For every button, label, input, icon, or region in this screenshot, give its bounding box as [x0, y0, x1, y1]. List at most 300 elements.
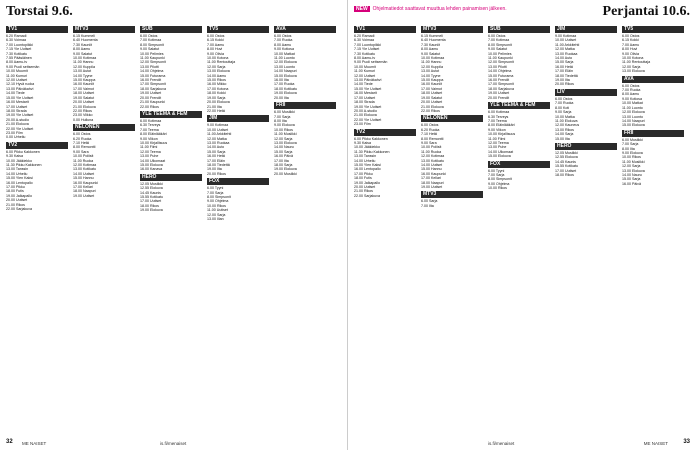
- program-listing: 17.00 Uutiset: [555, 168, 577, 173]
- program-listing: 14.00 Tiede: [354, 82, 373, 87]
- program-listing: 9.00 Sara: [421, 140, 437, 145]
- program-listing: 19.00 Ilta: [207, 167, 222, 172]
- program-listing: 15.00 Ylen Kaksi: [354, 162, 381, 167]
- channel-header: SUB: [488, 26, 550, 33]
- program-listing: 14.00 Ohjelma: [488, 69, 512, 74]
- channel-header: MTV3: [421, 26, 483, 33]
- program-listing: 18.00 Futis: [6, 189, 24, 194]
- program-listing: 23.00 Viikko: [73, 113, 93, 118]
- program-listing: 13.00 Kotikatu: [421, 158, 444, 163]
- program-listing: 9.00 Sarja: [555, 110, 572, 115]
- program-listing: 14.00 Ulkomaat: [140, 158, 166, 163]
- program-listing: 15.00 Sarja: [274, 149, 293, 154]
- program-listing: 21.00 Elokuva: [6, 122, 29, 127]
- program-listing: 6.00 Ostos: [555, 96, 573, 101]
- program-listing: 20.00 Uutiset: [6, 198, 28, 203]
- channel-header: LIV: [555, 89, 617, 96]
- program-listing: 8.00 Aamu: [421, 47, 439, 52]
- program-listing: 8.00 Aamu: [73, 47, 91, 52]
- program-listing: 16.00 Kaupunki: [73, 180, 98, 185]
- program-listing: 18.00 Kotikatu: [274, 86, 297, 91]
- program-listing: 9.00 Salatut: [488, 47, 508, 52]
- program-listing: 6.40 Huomenta: [421, 38, 446, 43]
- channel-header: YLE TEEMA & FEM: [140, 111, 202, 118]
- program-listing: 20.00 Uutiset: [421, 100, 443, 105]
- program-listing: 12.00 Elokuva: [274, 60, 297, 65]
- program-listing: 15.00 Kauppa: [73, 78, 96, 83]
- program-listing: 16.00 Frendit: [140, 78, 162, 83]
- program-listing: 12.00 Sarja: [274, 136, 293, 141]
- program-listing: 11.00 Elokuva: [555, 118, 578, 123]
- program-listing: 9.00 Kotimaa: [555, 34, 577, 38]
- program-listing: 6.15 Kokki: [207, 38, 224, 43]
- program-listing: 8.00 Aamu: [622, 92, 640, 97]
- program-listing: 15.55 Kotikatu: [140, 195, 163, 199]
- program-listing: 6.00 Pikku Kakkonen: [354, 136, 388, 141]
- program-listing: 15.00 Sarja: [622, 177, 641, 182]
- program-listing: 6.00 Ostos: [274, 34, 292, 38]
- program-listing: 10.00 Jääkiekko: [354, 145, 380, 150]
- program-listing: 19.00 Sarja: [207, 95, 226, 100]
- program-listing: 14.00 Uutiset: [421, 162, 443, 167]
- footer-magazine: ME NAISET: [22, 441, 47, 446]
- program-listing: 11.00 Ruoka: [421, 149, 442, 154]
- program-listing: 18.00 Kokki: [207, 91, 226, 96]
- program-listing: 15.00 Ilta: [555, 136, 570, 141]
- program-listing: 18.00 Sarjakuva: [140, 86, 166, 91]
- program-listing: 19.00 Jalkapallo: [6, 193, 32, 198]
- program-listing: 13.00 Tanssin: [6, 167, 29, 172]
- left-header: [6, 4, 342, 22]
- program-listing: 6.00 Ostos: [207, 34, 225, 38]
- program-listing: 16.00 Kaupunki: [421, 171, 446, 176]
- program-listing: 19.00 Jalkapallo: [354, 180, 380, 185]
- program-listing: 7.00 Kotimaa: [488, 38, 510, 43]
- program-listing: 7.00 Luontopiikki: [354, 42, 381, 47]
- program-listing: 12.00 Uutiset: [354, 73, 376, 78]
- program-listing: 10.00 Kotimaa: [73, 56, 97, 61]
- program-listing: 12.05 Musiikki: [140, 181, 163, 186]
- program-listing: 13.00 Illan: [207, 217, 224, 222]
- notice-text: Ohjelmatiedot saattavat muuttua lehden painamisen jälkeen.: [372, 6, 507, 12]
- program-listing: 7.00 Aamu: [207, 42, 225, 47]
- program-listing: 10.00 Kirjallisuus: [140, 140, 168, 145]
- program-listing: 10.00 Kotimaa: [421, 56, 445, 61]
- program-listing: 15.00 Hannu: [73, 176, 94, 181]
- program-listing: 6.15 Kummeli: [421, 34, 443, 38]
- program-listing: 11.00 Kumuri: [354, 69, 376, 74]
- program-listing: 7.00 Ruoka: [274, 38, 293, 43]
- program-listing: 16.00 Lentopallo: [6, 180, 33, 185]
- program-listing: 9.00 Viikon: [488, 127, 506, 132]
- program-listing: 18.00 Rikos: [555, 172, 574, 177]
- program-listing: 6.30 Voimaa: [354, 38, 374, 43]
- program-listing: 7.00 Ruoka: [555, 101, 574, 106]
- program-listing: 16.00 Lentopallo: [354, 167, 381, 172]
- program-listing: 11.00 Ruoka: [73, 158, 94, 163]
- program-listing: 12.00 Teema: [140, 149, 161, 154]
- program-listing: 6.00 Ostos: [622, 83, 640, 88]
- program-listing: 20.00 Rikos: [555, 82, 574, 87]
- channel-header: TV2: [354, 129, 416, 136]
- program-listing: 11.00 Filmi: [488, 136, 506, 141]
- program-listing: 18.00 Sarja: [274, 162, 293, 167]
- program-listing: 12.00 Kauneus: [555, 123, 580, 128]
- program-listing: 19.00 Salatut: [73, 95, 95, 100]
- program-listing: 19.00 Yle Uutiset: [6, 113, 34, 118]
- listing-column: [274, 24, 336, 434]
- program-listing: 17.00 Uutiset: [6, 104, 28, 109]
- program-listing: 10.00 Pelimies: [488, 51, 512, 56]
- program-listing: 9.00 Puoli seitsemän: [6, 64, 40, 69]
- program-listing: 18.00 Strada: [6, 108, 27, 113]
- program-listing: 23.00 Film: [354, 122, 371, 127]
- program-listing: 9.00 Salatut: [421, 51, 441, 56]
- program-listing: 8.00 Remontti: [73, 145, 96, 150]
- program-listing: 14.45 Kaunis: [140, 190, 161, 195]
- program-listing: 22.00 Yle Uutiset: [6, 126, 34, 131]
- program-listing: 22.00 Rikos: [421, 108, 440, 113]
- program-listing: 15.00 Hannu: [421, 167, 442, 172]
- program-listing: 18.00 Tiedettä: [207, 162, 230, 167]
- program-listing: 12.55 Elokuva: [140, 186, 163, 191]
- program-listing: 8.00 Ilta: [622, 146, 635, 151]
- program-listing: 20.00 Ilta: [274, 95, 289, 100]
- program-listing: 13.00 Pilotti: [488, 64, 507, 69]
- channel-header: HERO: [555, 143, 617, 150]
- program-listing: 7.10 Hetki: [73, 140, 90, 145]
- program-listing: 13.00 Elokuva: [274, 140, 297, 145]
- program-listing: 8.00 Eläinlääkäri: [140, 132, 167, 137]
- program-listing: 12.00 Simpsonit: [140, 60, 166, 65]
- channel-header: AVA: [274, 26, 336, 33]
- listing-column: [622, 24, 684, 434]
- program-listing: 13.00 Päiväkahvi: [6, 86, 34, 91]
- program-listing: 20.00 Frendit: [140, 95, 162, 100]
- program-listing: 14.00 Tyyne: [421, 73, 441, 78]
- footer-magazine: ME NAISET: [643, 441, 668, 446]
- program-listing: 12.00 Matka: [207, 136, 227, 141]
- program-listing: 19.00 Uutiset: [140, 91, 162, 96]
- program-listing: 6.00 Tyyni: [207, 186, 224, 191]
- program-listing: 11.30 Pikku Kakkonen: [6, 162, 42, 167]
- program-listing: 10.00 Kirjallisuus: [488, 132, 516, 137]
- program-listing: 12.00 Kuppila: [421, 64, 443, 69]
- channel-header: NELONEN: [421, 115, 483, 122]
- program-listing: 18.00 Rikos: [140, 203, 159, 208]
- program-listing: 13.00 Kotikatu: [73, 167, 96, 172]
- program-listing: 17.00 Uutiset: [354, 95, 376, 100]
- program-listing: 22.00 Hetki: [207, 108, 226, 113]
- program-listing: 6.00 Kotimaa: [488, 110, 510, 115]
- program-listing: 14.00 Ohjelma: [140, 69, 164, 74]
- program-listing: 9.00 Elokuva: [274, 123, 295, 128]
- footer-url: is.fi/menaiset: [488, 441, 515, 446]
- program-listing: 20.00 Musiikki: [274, 171, 297, 176]
- channel-header: FRII: [622, 130, 684, 137]
- program-listing: 12.00 Sarja: [622, 64, 641, 69]
- program-listing: 8.00 Simpsonit: [488, 42, 512, 47]
- program-listing: 0.00 Hulluna: [73, 117, 94, 122]
- listing-column: [207, 24, 269, 434]
- program-listing: 16.00 Päivä: [622, 181, 641, 186]
- program-listing: 15.55 Kotikatu: [555, 164, 578, 169]
- program-listing: 20.00 Frendit: [488, 95, 510, 100]
- channel-header: HERO: [140, 174, 202, 181]
- program-listing: 7.00 Aamu: [622, 42, 640, 47]
- program-listing: 17.00 Pikku: [354, 171, 373, 176]
- program-listing: 17.00 Ilta: [274, 158, 289, 163]
- program-listing: 15.00 Sarja: [555, 60, 574, 65]
- program-listing: 11.00 Kumuri: [6, 73, 28, 78]
- program-listing: 19.00 Uutiset: [421, 185, 443, 189]
- program-listing: 12.00 Kotimaa: [73, 162, 97, 167]
- program-listing: 14.00 Sarja: [555, 132, 574, 137]
- program-listing: 13.00 Luonto: [274, 64, 295, 69]
- program-listing: 21.00 Ilta: [207, 104, 222, 109]
- program-listing: 10.00 Matka: [555, 114, 575, 119]
- program-listing: 18.00 Tiedettä: [555, 73, 578, 78]
- program-listing: 6.40 Huomenta: [73, 38, 98, 43]
- program-listing: 9.00 Ohjelma: [488, 181, 510, 186]
- program-listing: 10.00 Muumit: [354, 64, 376, 69]
- program-listing: 10.00 Rikos: [622, 155, 641, 160]
- program-listing: 6.30 Voimaa: [6, 38, 26, 43]
- channel-header: AVA: [622, 76, 684, 83]
- program-listing: 14.00 Nauru: [622, 172, 642, 177]
- program-listing: 18.00 Sarjakuva: [488, 86, 514, 91]
- listing-column: [354, 24, 416, 434]
- program-listing: 13.00 Ruokaa: [555, 51, 578, 56]
- program-listing: 8.00 Simpsonit: [140, 42, 164, 47]
- program-listing: 6.15 Kokki: [622, 38, 639, 43]
- program-listing: 10.00 Matkat: [274, 51, 295, 56]
- program-listing: 11.30 Pikku Kakkonen: [354, 149, 390, 154]
- program-listing: 11.00 Musiikki: [622, 159, 645, 164]
- program-listing: 18.00 Strada: [354, 100, 375, 105]
- program-listing: 6.20 Ramadi: [354, 34, 375, 38]
- program-listing: 8.00 Simpsonit: [207, 195, 231, 199]
- channel-header: JIM: [207, 115, 269, 122]
- program-listing: 7.00 Sarja: [274, 114, 291, 119]
- program-listing: 14.00 Urheilu: [6, 171, 28, 176]
- program-listing: 18.00 Futis: [354, 176, 372, 181]
- channel-header: SUB: [140, 26, 202, 33]
- program-listing: 9.00 Olivia: [207, 51, 224, 56]
- program-listing: 7.00 Ruoka: [622, 88, 641, 93]
- program-listing: 11.00 Luonto: [622, 105, 643, 110]
- program-listing: 19.00 Salatut: [421, 95, 443, 100]
- page-number: 32: [6, 439, 13, 445]
- notice-tag: NEW: [356, 6, 368, 12]
- program-listing: 10.00 Poliisit: [73, 154, 94, 159]
- program-listing: 20.00 Uutiset: [73, 100, 95, 105]
- program-listing: 10.00 Muumit: [6, 69, 28, 74]
- program-listing: 13.00 Pilotti: [140, 64, 159, 69]
- program-listing: 6.00 Ostos: [622, 34, 640, 38]
- program-listing: 16.00 Frendit: [488, 78, 510, 83]
- program-listing: 12.00 Sarja: [207, 212, 226, 217]
- program-listing: 19.00 Ilta: [555, 78, 570, 83]
- program-listing: 12.00 Elokuva: [622, 110, 645, 115]
- program-listing: 11.00 Rentouttaja: [622, 60, 651, 65]
- program-listing: 15.00 Kauppa: [421, 78, 444, 83]
- program-listing: 15.00 Sarja: [207, 149, 226, 154]
- program-listing: 10.00 Rikos: [274, 127, 293, 132]
- program-listing: 15.00 Elokuva: [488, 154, 511, 159]
- program-listing: 7.15 Yle Uutiset: [6, 47, 32, 52]
- program-listing: 8.00 Huvi: [207, 47, 223, 52]
- program-listing: 7.00 Sarja: [622, 142, 639, 147]
- program-listing: 18.00 Naapuri: [73, 189, 96, 194]
- program-listing: 10.00 Matkat: [622, 101, 643, 106]
- program-listing: 13.00 Elokuva: [622, 168, 645, 173]
- program-listing: 22.00 Yle Uutiset: [354, 117, 382, 122]
- program-listing: 9.00 Kotiosa: [622, 96, 642, 101]
- program-listing: 13.00 Rikos: [555, 127, 574, 132]
- program-listing: 21.00 Elokuva: [421, 104, 444, 109]
- program-listing: 22.00 Rikos: [140, 104, 159, 109]
- program-listing: 6.15 Kummeli: [73, 34, 95, 38]
- program-listing: 12.10 Hyvä ruoka: [6, 82, 35, 87]
- listing-column: [421, 24, 483, 434]
- program-listing: 18.00 Uutiset: [73, 91, 95, 96]
- program-listing: 11.00 Uutiset: [207, 208, 228, 213]
- program-listing: 14.00 Tiede: [6, 91, 25, 96]
- program-listing: 7.00 Luontopiikki: [6, 42, 33, 47]
- program-listing: 6.00 Musiikki: [274, 110, 295, 115]
- program-listing: 6.00 Sarja: [421, 199, 438, 204]
- program-listing: 12.00 Matka: [555, 47, 575, 52]
- channel-header: FRII: [274, 102, 336, 109]
- program-listing: 6.00 Kotimaa: [140, 118, 162, 123]
- program-listing: 9.00 Sara: [73, 149, 89, 154]
- program-listing: 20.00 A-studio: [354, 108, 377, 113]
- channel-header: TV1: [6, 26, 68, 33]
- channel-header: TV5: [207, 26, 269, 33]
- program-listing: 15.00 Futurama: [140, 73, 166, 78]
- program-listing: 11.00 Filmi: [140, 145, 158, 150]
- program-listing: 20.00 Uutiset: [354, 185, 376, 189]
- program-listing: 8.00 Aamu-tv: [354, 56, 376, 61]
- program-listing: 19.00 Elokuva: [274, 91, 297, 96]
- program-listing: 9.30 Kaisa: [6, 154, 23, 159]
- program-listing: 14.00 Nauru: [274, 145, 294, 150]
- program-listing: 16.00 Päivä: [274, 154, 293, 159]
- channel-header: NELONEN: [73, 124, 135, 131]
- program-listing: 12.00 Sarja: [622, 164, 641, 169]
- channel-header: JIM: [555, 26, 617, 33]
- program-listing: 17.00 Vaimot: [73, 86, 94, 91]
- program-listing: 8.00 Simpsonit: [488, 177, 512, 182]
- program-listing: 6.30 Terveys: [488, 114, 509, 119]
- program-listing: 17.00 Ruoka: [274, 82, 295, 87]
- program-listing: 8.00 Aamu-tv: [6, 60, 28, 65]
- right-header: [354, 4, 690, 22]
- channel-header: FOX: [488, 161, 550, 168]
- program-listing: 14.00 Aamu: [207, 73, 227, 78]
- program-listing: 14.00 Naapuri: [274, 69, 297, 74]
- program-listing: 7.15 Yle Uutiset: [354, 47, 380, 52]
- program-listing: 13.00 Luonto: [622, 114, 643, 119]
- program-listing: 12.00 Kuppila: [73, 64, 95, 69]
- program-listing: 6.00 Pikku Kakkonen: [6, 149, 40, 154]
- program-listing: 17.00 Kellari: [421, 176, 441, 181]
- channel-header: FOX: [207, 178, 269, 185]
- program-listing: 7.00 Kotimaa: [140, 38, 162, 43]
- program-listing: 8.00 Eläinlääkäri: [488, 123, 515, 128]
- program-listing: 6.00 Ostos: [140, 34, 158, 38]
- program-listing: 20.00 Rikos: [207, 171, 226, 176]
- program-listing: 7.10 Hetki: [421, 132, 438, 137]
- program-listing: 15.00 Rikos: [207, 78, 226, 83]
- program-listing: 13.00 Puhe: [140, 154, 159, 159]
- program-listing: 15.00 Elokuva: [274, 73, 297, 78]
- program-listing: 9.00 Salatut: [140, 47, 160, 52]
- program-listing: 15.00 Elokuva: [140, 162, 163, 167]
- program-listing: 17.00 Vaimot: [421, 86, 442, 91]
- program-listing: 7.00 Teema: [488, 118, 507, 123]
- channel-header: TV2: [6, 142, 68, 149]
- program-listing: 10.00 Pelimies: [140, 51, 164, 56]
- day-title: Torstai 9.6.: [6, 4, 73, 19]
- listing-column: [73, 24, 135, 434]
- program-listing: 11.00 Rentouttaja: [207, 60, 236, 65]
- program-listing: 7.55 Pääsiäinen: [6, 56, 32, 61]
- program-listing: 14.00 Auto: [207, 145, 225, 150]
- program-listing: 11.00 Luonto: [274, 56, 295, 61]
- program-listing: 21.00 Elokuva: [73, 104, 96, 109]
- program-listing: 13.00 Päiväkahvi: [354, 78, 382, 83]
- program-listing: 10.00 Kotona: [207, 56, 229, 61]
- program-listing: 10.00 Kotona: [622, 56, 644, 61]
- program-listing: 11.00 Arkkitehti: [555, 42, 580, 47]
- program-listing: 9.00 Viikon: [140, 136, 158, 141]
- program-listing: 20.00 Elokuva: [207, 100, 230, 105]
- program-listing: 12.00 Sarja: [207, 64, 226, 69]
- program-listing: 6.30 Terveys: [140, 123, 161, 128]
- program-listing: 13.00 Elokuva: [207, 69, 230, 74]
- program-listing: 6.00 Ostos: [488, 34, 506, 38]
- program-listing: 13.00 Elokuva: [622, 69, 645, 74]
- program-listing: 16.00 Hetki: [207, 154, 226, 159]
- program-listing: 9.00 Olivia: [622, 51, 639, 56]
- program-listing: 13.00 Tanssin: [354, 154, 377, 159]
- program-listing: 6.00 Ostos: [73, 132, 91, 137]
- program-listing: 23.00 Film: [6, 130, 23, 135]
- program-listing: 17.00 Kellari: [73, 185, 93, 189]
- program-listing: 6.20 Ruoka: [421, 127, 440, 132]
- channel-header: MTV3: [421, 191, 483, 198]
- program-listing: 9.00 Elokuva: [622, 150, 643, 155]
- program-listing: 14.00 Tyyne: [73, 73, 93, 78]
- program-listing: 17.00 Simpsonit: [140, 82, 166, 87]
- program-listing: 9.00 Ohjelma: [207, 199, 229, 204]
- program-listing: 15.00 Yle Uutiset: [354, 86, 382, 91]
- program-listing: 0.00 Urheilu: [6, 135, 26, 140]
- program-listing: 6.00 Tyyni: [488, 168, 505, 173]
- footer-url: is.fi/menaiset: [160, 441, 187, 446]
- program-listing: 8.00 Ilta: [274, 118, 287, 123]
- program-listing: 15.00 Elokuva: [622, 123, 645, 128]
- program-listing: 11.00 Hannu: [421, 60, 442, 65]
- channel-header: TV5: [622, 26, 684, 33]
- program-listing: 9.00 Salatut: [73, 51, 93, 56]
- program-listing: 17.00 Pikku: [6, 185, 25, 189]
- program-listing: 12.55 Elokuva: [555, 155, 578, 160]
- program-listing: 17.00 Uutiset: [140, 199, 162, 204]
- program-listing: 14.00 Auto: [555, 56, 573, 61]
